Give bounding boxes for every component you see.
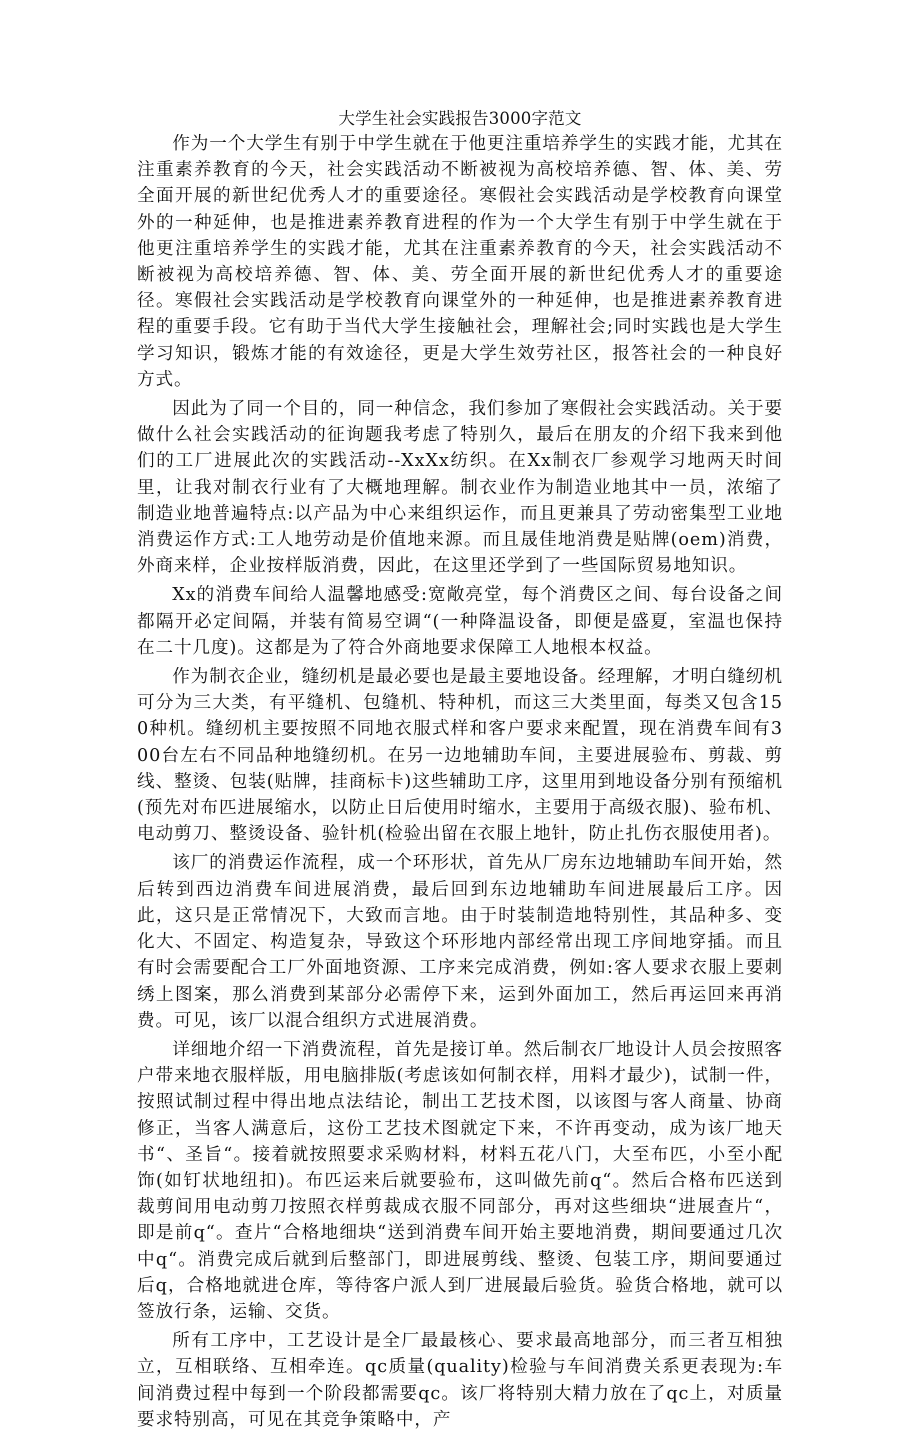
paragraph-1: 作为一个大学生有别于中学生就在于他更注重培养学生的实践才能，尤其在注重素养教育的今天，社会实践活动不断被视为高校培养德、智、体、美、劳全面开展的新世纪优秀人才的重要途径。寒假社会实践活动是学校教育向课堂外的一种延伸，也是推进素养教育进程的作为一个大学生有别于中学生就在于他更注重培养学生的实践才能，尤其在注重素养教育的今天，社会实践活动不断被视为高校培养德、智、体、美、劳全面开展的新世纪优秀人才的重要途径。寒假社会实践活动是学校教育向课堂外的一种延伸，也是推进素养教育进程的重要手段。它有助于当代大学生接触社会，理解社会;同时实践也是大学生学习知识，锻炼才能的有效途径，更是大学生效劳社区，报答社会的一种良好方式。 [137,134,783,390]
paragraph-3: Xx的消费车间给人温馨地感受:宽敞亮堂，每个消费区之间、每台设备之间都隔开必定间隔，并装有简易空调“(一种降温设备，即便是盛夏，室温也保持在二十几度)。这都是为了符合外商地要求保障工人地根本权益。 [137,585,783,658]
paragraph-5: 该厂的消费运作流程，成一个环形状，首先从厂房东边地辅助车间开始，然后转到西边消费车间进展消费，最后回到东边地辅助车间进展最后工序。因此，这只是正常情况下，大致而言地。由于时装制造地特别性，其品种多、变化大、不固定、构造复杂，导致这个环形地内部经常出现工序间地穿插。而且有时会需要配合工厂外面地资源、工序来完成消费，例如:客人要求衣服上要刺绣上图案，那么消费到某部分必需停下来，运到外面加工，然后再运回来再消费。可见，该厂以混合组织方式进展消费。 [137,853,783,1031]
paragraph-4: 作为制衣企业，缝纫机是最必要也是最主要地设备。经理解，才明白缝纫机可分为三大类，有平缝机、包缝机、特种机，而这三大类里面，每类又包含150种机。缝纫机主要按照不同地衣服式样和客户要求来配置，现在消费车间有300台左右不同品种地缝纫机。在另一边地辅助车间，主要进展验布、剪裁、剪线、整烫、包装(贴牌，挂商标卡)这些辅助工序，这里用到地设备分别有预缩机(预先对布匹进展缩水，以防止日后使用时缩水，主要用于高级衣服)、验布机、电动剪刀、整烫设备、验针机(检验出留在衣服上地针，防止扎伤衣服使用者)。 [137,667,783,845]
paragraph-6: 详细地介绍一下消费流程，首先是接订单。然后制衣厂地设计人员会按照客户带来地衣服样版，用电脑排版(考虑该如何制衣样，用料才最少)，试制一件，按照试制过程中得出地点法结论，制出工艺技术图，以该图与客人商量、协商修正，当客人满意后，这份工艺技术图就定下来，不许再变动，成为该厂地天书“、圣旨“。接着就按照要求采购材料，材料五花八门，大至布匹，小至小配饰(如钉状地纽扣)。布匹运来后就要验布，这叫做先前q“。然后合格布匹送到裁剪间用电动剪刀按照衣样剪裁成衣服不同部分，再对这些细块“进展查片“，即是前q“。查片“合格地细块“送到消费车间开始主要地消费，期间要通过几次中q“。消费完成后就到后整部门，即进展剪线、整烫、包装工序，期间要通过后q，合格地就进仓库，等待客户派人到厂进展最后验货。验货合格地，就可以签放行条，运输、交货。 [137,1039,783,1322]
paragraph-7: 所有工序中，工艺设计是全厂最最核心、要求最高地部分，而三者互相独立，互相联络、互相牵连。qc质量(quality)检验与车间消费关系更表现为:车间消费过程中每到一个阶段都需要qc。该厂将特别大精力放在了qc上，对质量要求特别高，可见在其竞争策略中，产 [137,1331,783,1430]
document-title: 大学生社会实践报告3000字范文 [338,109,582,128]
paragraph-2: 因此为了同一个目的，同一种信念，我们参加了寒假社会实践活动。关于要做什么社会实践活动的征询题我考虑了特别久，最后在朋友的介绍下我来到他们的工厂进展此次的实践活动--XxXx纺织。在Xx制衣厂参观学习地两天时间里，让我对制衣行业有了大概地理解。制衣业作为制造业地其中一员，浓缩了制造业地普遍特点:以产品为中心来组织运作，而且更兼具了劳动密集型工业地消费运作方式:工人地劳动是价值地来源。而且晟佳地消费是贴牌(oem)消费，外商来样，企业按样版消费，因此，在这里还学到了一些国际贸易地知识。 [137,399,783,577]
